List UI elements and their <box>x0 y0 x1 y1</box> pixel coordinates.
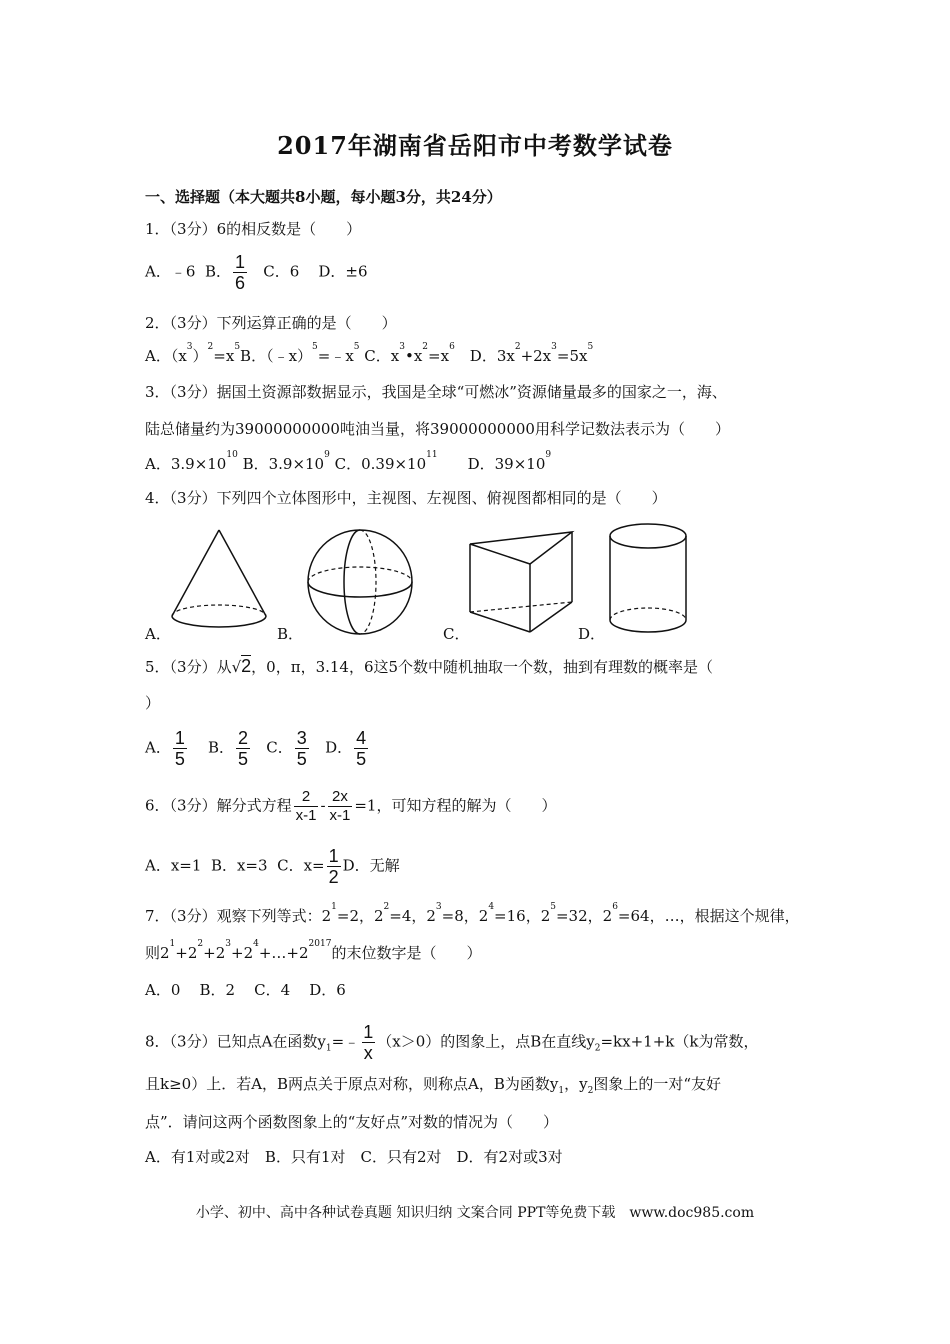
q8-options: A．有1对或2对 B．只有1对 C．只有2对 D．有2对或3对 <box>145 1148 563 1166</box>
sqrt-symbol: √ <box>231 658 242 676</box>
q7-options: A．0 B．2 C．4 D．6 <box>145 981 346 999</box>
q1-option-d: D．±6 <box>318 262 368 281</box>
footer-text: 小学、初中、高中各种试卷真题 知识归纳 文案合同 PPT等免费下载 www.doc985.com <box>195 1205 755 1221</box>
q1-option-b-label: B． <box>204 262 231 281</box>
q5-stem-line2: ） <box>145 694 161 712</box>
q4-option-b-label: B． <box>277 625 304 643</box>
cone-figure <box>168 528 270 636</box>
q6-stem: 6．（3分）解分式方程 $\frac{2}{x-1}$ - $\frac{2x}{x-1}$ =1，可知方程的解为（ ） <box>145 788 557 824</box>
q1-option-b-fraction: $\frac{1}{6}$ <box>234 252 245 293</box>
q1-stem: 1．（3分）6的相反数是（ ） <box>145 220 362 238</box>
q1-option-a: A．﹣6 <box>145 262 196 281</box>
q8-stem-line1: 8．（3分）已知点A在函数$y_1=﹣$ $\frac{1}{x}$ （x＞0）的图象上，点B在直线$y_2=kx+1+k(k$为常数， <box>145 1022 759 1063</box>
q4-stem: 4．（3分）下列四个立体图形中，主视图、左视图、俯视图都相同的是（ ） <box>145 489 667 507</box>
q1-option-c: C．6 <box>263 262 300 281</box>
q6-options: A．x=1 B．x=3 C．x= $\frac{1}{2}$ D．无解 <box>145 846 400 887</box>
q8-stem-line3: 点”．请问这两个函数图象上的“友好点”对数的情况为（ ） <box>145 1113 559 1131</box>
q3-options: A．$3.9\times 10^{10}$ B．$3.9\times 10^9$ C．$0.39\times 10^{11}$ D．$39\times 10^9$ <box>145 450 552 473</box>
q2-options: A．$(x^3)^2=x^5B$．$(﹣x)^5=﹣x^5$ C．$x^3•x^2=x^6$ D．$3x^2+2x^3=5x^5$ <box>145 342 594 365</box>
q5-options: A． $\frac{1}{5}$ B． $\frac{2}{5}$ C． $\frac{3}{5}$ D． $\frac{4}{5}$ <box>145 728 367 769</box>
q4-option-a-label: A． <box>145 625 171 643</box>
q7-stem-line2: 则$2^1+2^2+2^3+2^4+\dots+2^{2017}$的末位数字是（ ） <box>145 939 482 962</box>
q1-options <box>145 252 368 293</box>
cylinder-figure <box>608 522 690 636</box>
page-title: 2017年湖南省岳阳市中考数学试卷 <box>277 131 673 160</box>
q7-stem-line1: 7．（3分）观察下列等式：$2^1=2$，$2^2=4$，$2^3=8$，$2^4=16$，$2^5=32$，$2^6=64$，…，根据这个规律， <box>145 902 800 925</box>
q5-stem: 5．（3分）从√2，0，π，3.14，6这5个数中随机抽取一个数，抽到有理数的概率是（ <box>145 656 714 676</box>
q3-stem-line2: 陆总储量约为39000000000吨油当量，将39000000000用科学记数法表示为（ ） <box>145 420 730 438</box>
section-heading: 一、选择题（本大题共8小题，每小题3分，共24分） <box>145 188 502 206</box>
q4-option-c-label: C． <box>443 625 470 643</box>
q3-stem-line1: 3．（3分）据国土资源部数据显示，我国是全球“可燃冰”资源储量最多的国家之一，海、 <box>145 383 727 401</box>
sphere-figure <box>306 528 414 636</box>
q8-stem-line2: 且k≥0）上．若A，B两点关于原点对称，则称点A，B为函数$y_1$，$y_2$图象上的一对“友好 <box>145 1075 722 1096</box>
sqrt-radicand: 2 <box>241 656 252 676</box>
triangular-prism-figure <box>468 530 574 634</box>
q2-stem: 2．（3分）下列运算正确的是（ ） <box>145 314 397 332</box>
q4-option-d-label: D． <box>578 625 606 643</box>
